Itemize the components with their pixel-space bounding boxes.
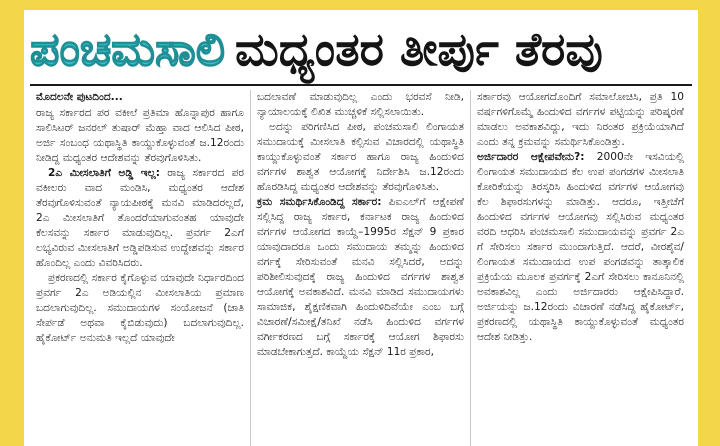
subheading: ಅರ್ಜಿದಾರರ ಆಕ್ಷೇಪವೇನು?:	[477, 151, 585, 163]
article-column-2	[250, 90, 470, 446]
subheading: 2ಎ ಮೀಸಲಾತಿಗೆ ಅಡ್ಡಿ ಇಲ್ಲ:	[48, 167, 161, 179]
headline-highlight: ಪಂಚಮಸಾಲಿ	[30, 22, 225, 76]
paragraph: ಬದಲಾವಣೆ ಮಾಡುವುದಿಲ್ಲ ಎಂದು ಭರವಸೆ ನೀಡಿ, ನ್ಯಾಯಾಲಯಕ್ಕೆ ಲಿಖಿತ ಮುಚ್ಚಳಿಕೆ ಸಲ್ಲಿಸಲಾಯಿತು.	[257, 91, 464, 118]
paragraph-text: ರಾಜ್ಯ ಸರ್ಕಾರದ ಪರ ವಕೀಲರು ವಾದ ಮಂಡಿಸಿ, ಮಧ್ಯಂತರ ಆದೇಶ ತೆರವುಗೊಳಿಸುವಂತೆ ನ್ಯಾಯಪೀಠಕ್ಕೆ ಮನವಿ ಮಾಡಿದರಲ್ಲದೆ, 2ಎ ಮೀಸಲಾತಿಗೆ ತೊಂದರೆಯಾಗುವಂತಹ ಯಾವುದೇ ಕೆಲಸವನ್ನು ಸರ್ಕಾರ ಮಾಡುವುದಿಲ್ಲ. ಪ್ರವರ್ಗ 2ಎಗೆ ಲಭ್ಯವಿರುವ ಮೀಸಲಾತಿಗೆ ಅಡ್ಡಿಪಡಿಸುವ ಉದ್ದೇಶವನ್ನು ಸರ್ಕಾರ ಹೊಂದಿಲ್ಲ ಎಂದು ವಿವರಿಸಿದರು.	[36, 167, 244, 269]
paragraph: ಪ್ರಕರಣದಲ್ಲಿ ಸರ್ಕಾರ ಕೈಗೊಳ್ಳುವ ಯಾವುದೇ ನಿರ್ಧಾರದಿಂದ ಪ್ರವರ್ಗ 2ಎ ಅಡಿಯಲ್ಲಿನ ಮೀಸಲಾತಿಯ ಪ್ರಮಾಣ ಬದಲಾಗುವುದಿಲ್ಲ. ಸಮುದಾಯಗಳ ಸಂಯೋಜನೆ (ಜಾತಿ ಸೇರ್ಪಡೆ ಅಥವಾ ಕೈಬಿಡುವುದು) ಬದಲಾಗುವುದಿಲ್ಲ. ಹೈಕೋರ್ಟ್ ಅನುಮತಿ ಇಲ್ಲದೆ ಯಾವುದೇ	[36, 272, 244, 344]
headline-divider	[30, 84, 692, 86]
headline	[30, 14, 694, 84]
right-yellow-border	[698, 0, 720, 446]
news-clipping	[24, 10, 698, 446]
left-yellow-border	[0, 0, 24, 446]
paragraph	[257, 195, 464, 360]
article-body	[30, 90, 692, 446]
paragraph: ಅದನ್ನು ಪರಿಗಣಿಸಿದ ಪೀಠ, ಪಂಚಮಸಾಲಿ ಲಿಂಗಾಯತ ಸಮುದಾಯಕ್ಕೆ ಮೀಸಲಾತಿ ಕಲ್ಪಿಸುವ ವಿಚಾರದಲ್ಲಿ ಯಥಾಸ್ಥಿತಿ ಕಾಯ್ದುಕೊಳ್ಳುವಂತೆ ಸರ್ಕಾರ ಹಾಗೂ ರಾಜ್ಯ ಹಿಂದುಳಿದ ವರ್ಗಗಳ ಶಾಶ್ವತ ಆಯೋಗಕ್ಕೆ ನಿರ್ದೇಶಿಸಿ ಜ.12ರಂದು ಹೊರಡಿಸಿದ್ದ ಮಧ್ಯಂತರ ಆದೇಶವನ್ನು ತೆರವುಗೊಳಿಸಿತು.	[257, 121, 464, 193]
paragraph: ಸರ್ಕಾರವು ಆಯೋಗದೊಂದಿಗೆ ಸಮಾಲೋಚಿಸಿ, ಪ್ರತಿ 10 ವರ್ಷಗಳಿಗೊಮ್ಮೆ ಹಿಂದುಳಿದ ವರ್ಗಗಳ ಪಟ್ಟಿಯನ್ನು ಪರಿಷ್ಕರಣೆ ಮಾಡಲು ಅವಕಾಶವಿದ್ದು, ಇದು ನಿರಂತರ ಪ್ರಕ್ರಿಯೆಯಾಗಿದೆ ಎಂದು ತನ್ನ ಕ್ರಮವನ್ನು ಸಮರ್ಥಿಸಿಕೊಂಡಿತ್ತು.	[477, 91, 684, 148]
paragraph	[36, 166, 244, 271]
paragraph	[477, 150, 684, 345]
subheading: ಕ್ರಮ ಸಮರ್ಥಿಸಿಕೊಂಡಿದ್ದ ಸರ್ಕಾರ:	[257, 196, 382, 208]
continuation-kicker: ಮೊದಲನೇ ಪುಟದಿಂದ...	[36, 91, 123, 103]
paragraph-text: 2000ನೇ ಇಸವಿಯಲ್ಲಿ ಲಿಂಗಾಯತ ಸಮುದಾಯದ ಕೆಲ ಉಪ ಪಂಗಡಗಳ ಮೀಸಲಾತಿ ಕೋರಿಕೆಯನ್ನು ತಿರಸ್ಕರಿಸಿ ಹಿಂದುಳಿದ ವರ್ಗಗಳ ಆಯೋಗವು ಕೆಲ ಶಿಫಾರಸುಗಳನ್ನು ಮಾಡಿತ್ತು. ಆದರೂ, ಇತ್ತೀಚೆಗೆ ಹಿಂದುಳಿದ ವರ್ಗಗಳ ಆಯೋಗವು ಸಲ್ಲಿಸಿರುವ ಮಧ್ಯಂತರ ವರದಿ ಆಧರಿಸಿ ಪಂಚಮಸಾಲಿ ಸಮುದಾಯವನ್ನು ಪ್ರವರ್ಗ 2ಎ ಗೆ ಸೇರಿಸಲು ಸರ್ಕಾರ ಮುಂದಾಗುತ್ತಿದೆ. ಆದರೆ, ವೀರಶೈವ/ಲಿಂಗಾಯತ ಸಮುದಾಯದ ಉಪ ಪಂಗಡವನ್ನು ತಾತ್ಕಾಲಿಕ ಪ್ರಕ್ರಿಯೆಯ ಮೂಲಕ ಪ್ರವರ್ಗಕ್ಕೆ 2ಎಗೆ ಸೇರಿಸಲು ಕಾನೂನಿನಲ್ಲಿ ಅವಕಾಶವಿಲ್ಲ ಎಂದು ಅರ್ಜಿದಾರರು ಆಕ್ಷೇಪಿಸಿದ್ದಾರೆ. ಅರ್ಜಿಯನ್ನು ಜ.12ರಂದು ವಿಚಾರಣೆ ನಡೆಸಿದ್ದ ಹೈಕೋರ್ಟ್, ಪ್ರಕರಣದಲ್ಲಿ ಯಥಾಸ್ಥಿತಿ ಕಾಯ್ದುಕೊಳ್ಳುವಂತೆ ಮಧ್ಯಂತರ ಆದೇಶ ನೀಡಿತ್ತು.	[477, 151, 684, 343]
headline-main: ಮಧ್ಯಂತರ ತೀರ್ಪು ತೆರವು	[235, 22, 603, 76]
top-yellow-border	[0, 0, 720, 10]
paragraph: ರಾಜ್ಯ ಸರ್ಕಾರದ ಪರ ವಕೀಲೆ ಪ್ರತಿಮಾ ಹೊನ್ನಾಪುರ ಹಾಗೂ ಸಾಲಿಸಿಟರ್ ಜನರಲ್ ತುಷಾರ್ ಮೆಹ್ತಾ ವಾದ ಆಲಿಸಿದ ಪೀಠ, ಅರ್ಜಿ ಸಂಬಂಧ ಯಥಾಸ್ಥಿತಿ ಕಾಯ್ದುಕೊಳ್ಳುವಂತೆ ಜ.12ರಂದು ನೀಡಿದ್ದ ಮಧ್ಯಂತರ ಆದೇಶವನ್ನು ತೆರವುಗೊಳಿಸಿತು.	[36, 107, 244, 164]
paragraph-text: ಪಿಐಎಲ್‌ಗೆ ಆಕ್ಷೇಪಣೆ ಸಲ್ಲಿಸಿದ್ದ ರಾಜ್ಯ ಸರ್ಕಾರ, ಕರ್ನಾಟಕ ರಾಜ್ಯ ಹಿಂದುಳಿದ ವರ್ಗಗಳ ಆಯೋಗದ ಕಾಯ್ದೆ–1995ರ ಸೆಕ್ಷನ್ 9 ಪ್ರಕಾರ ಯಾವುದಾದರೂ ಒಂದು ಸಮುದಾಯ ತಮ್ಮನ್ನು ಹಿಂದುಳಿದ ವರ್ಗಕ್ಕೆ ಸೇರಿಸುವಂತೆ ಮನವಿ ಸಲ್ಲಿಸಿದರೆ, ಅದನ್ನು ಪರಿಶೀಲಿಸುವುದಕ್ಕೆ ರಾಜ್ಯ ಹಿಂದುಳಿದ ವರ್ಗಗಳ ಶಾಶ್ವತ ಆಯೋಗಕ್ಕೆ ಅವಕಾಶವಿದೆ. ಮನವಿ ಮಾಡಿದ ಸಮುದಾಯಗಳು ಸಾಮಾಜಿಕ, ಶೈಕ್ಷಣಿಕವಾಗಿ ಹಿಂದುಳಿದಿವೆಯೇ ಎಂಬ ಬಗ್ಗೆ ವಿಚಾರಣೆ/ಸಮೀಕ್ಷೆ/ತನಿಖೆ ನಡೆಸಿ ಹಿಂದುಳಿದ ವರ್ಗಗಳ ವರ್ಗೀಕರಣದ ಬಗ್ಗೆ ಸರ್ಕಾರಕ್ಕೆ ಆಯೋಗ ಶಿಫಾರಸು ಮಾಡಬೇಕಾಗುತ್ತದೆ. ಕಾಯ್ದೆಯ ಸೆಕ್ಷನ್ 11ರ ಪ್ರಕಾರ,	[257, 196, 465, 358]
article-column-3	[470, 90, 690, 446]
article-column-1	[30, 90, 250, 446]
